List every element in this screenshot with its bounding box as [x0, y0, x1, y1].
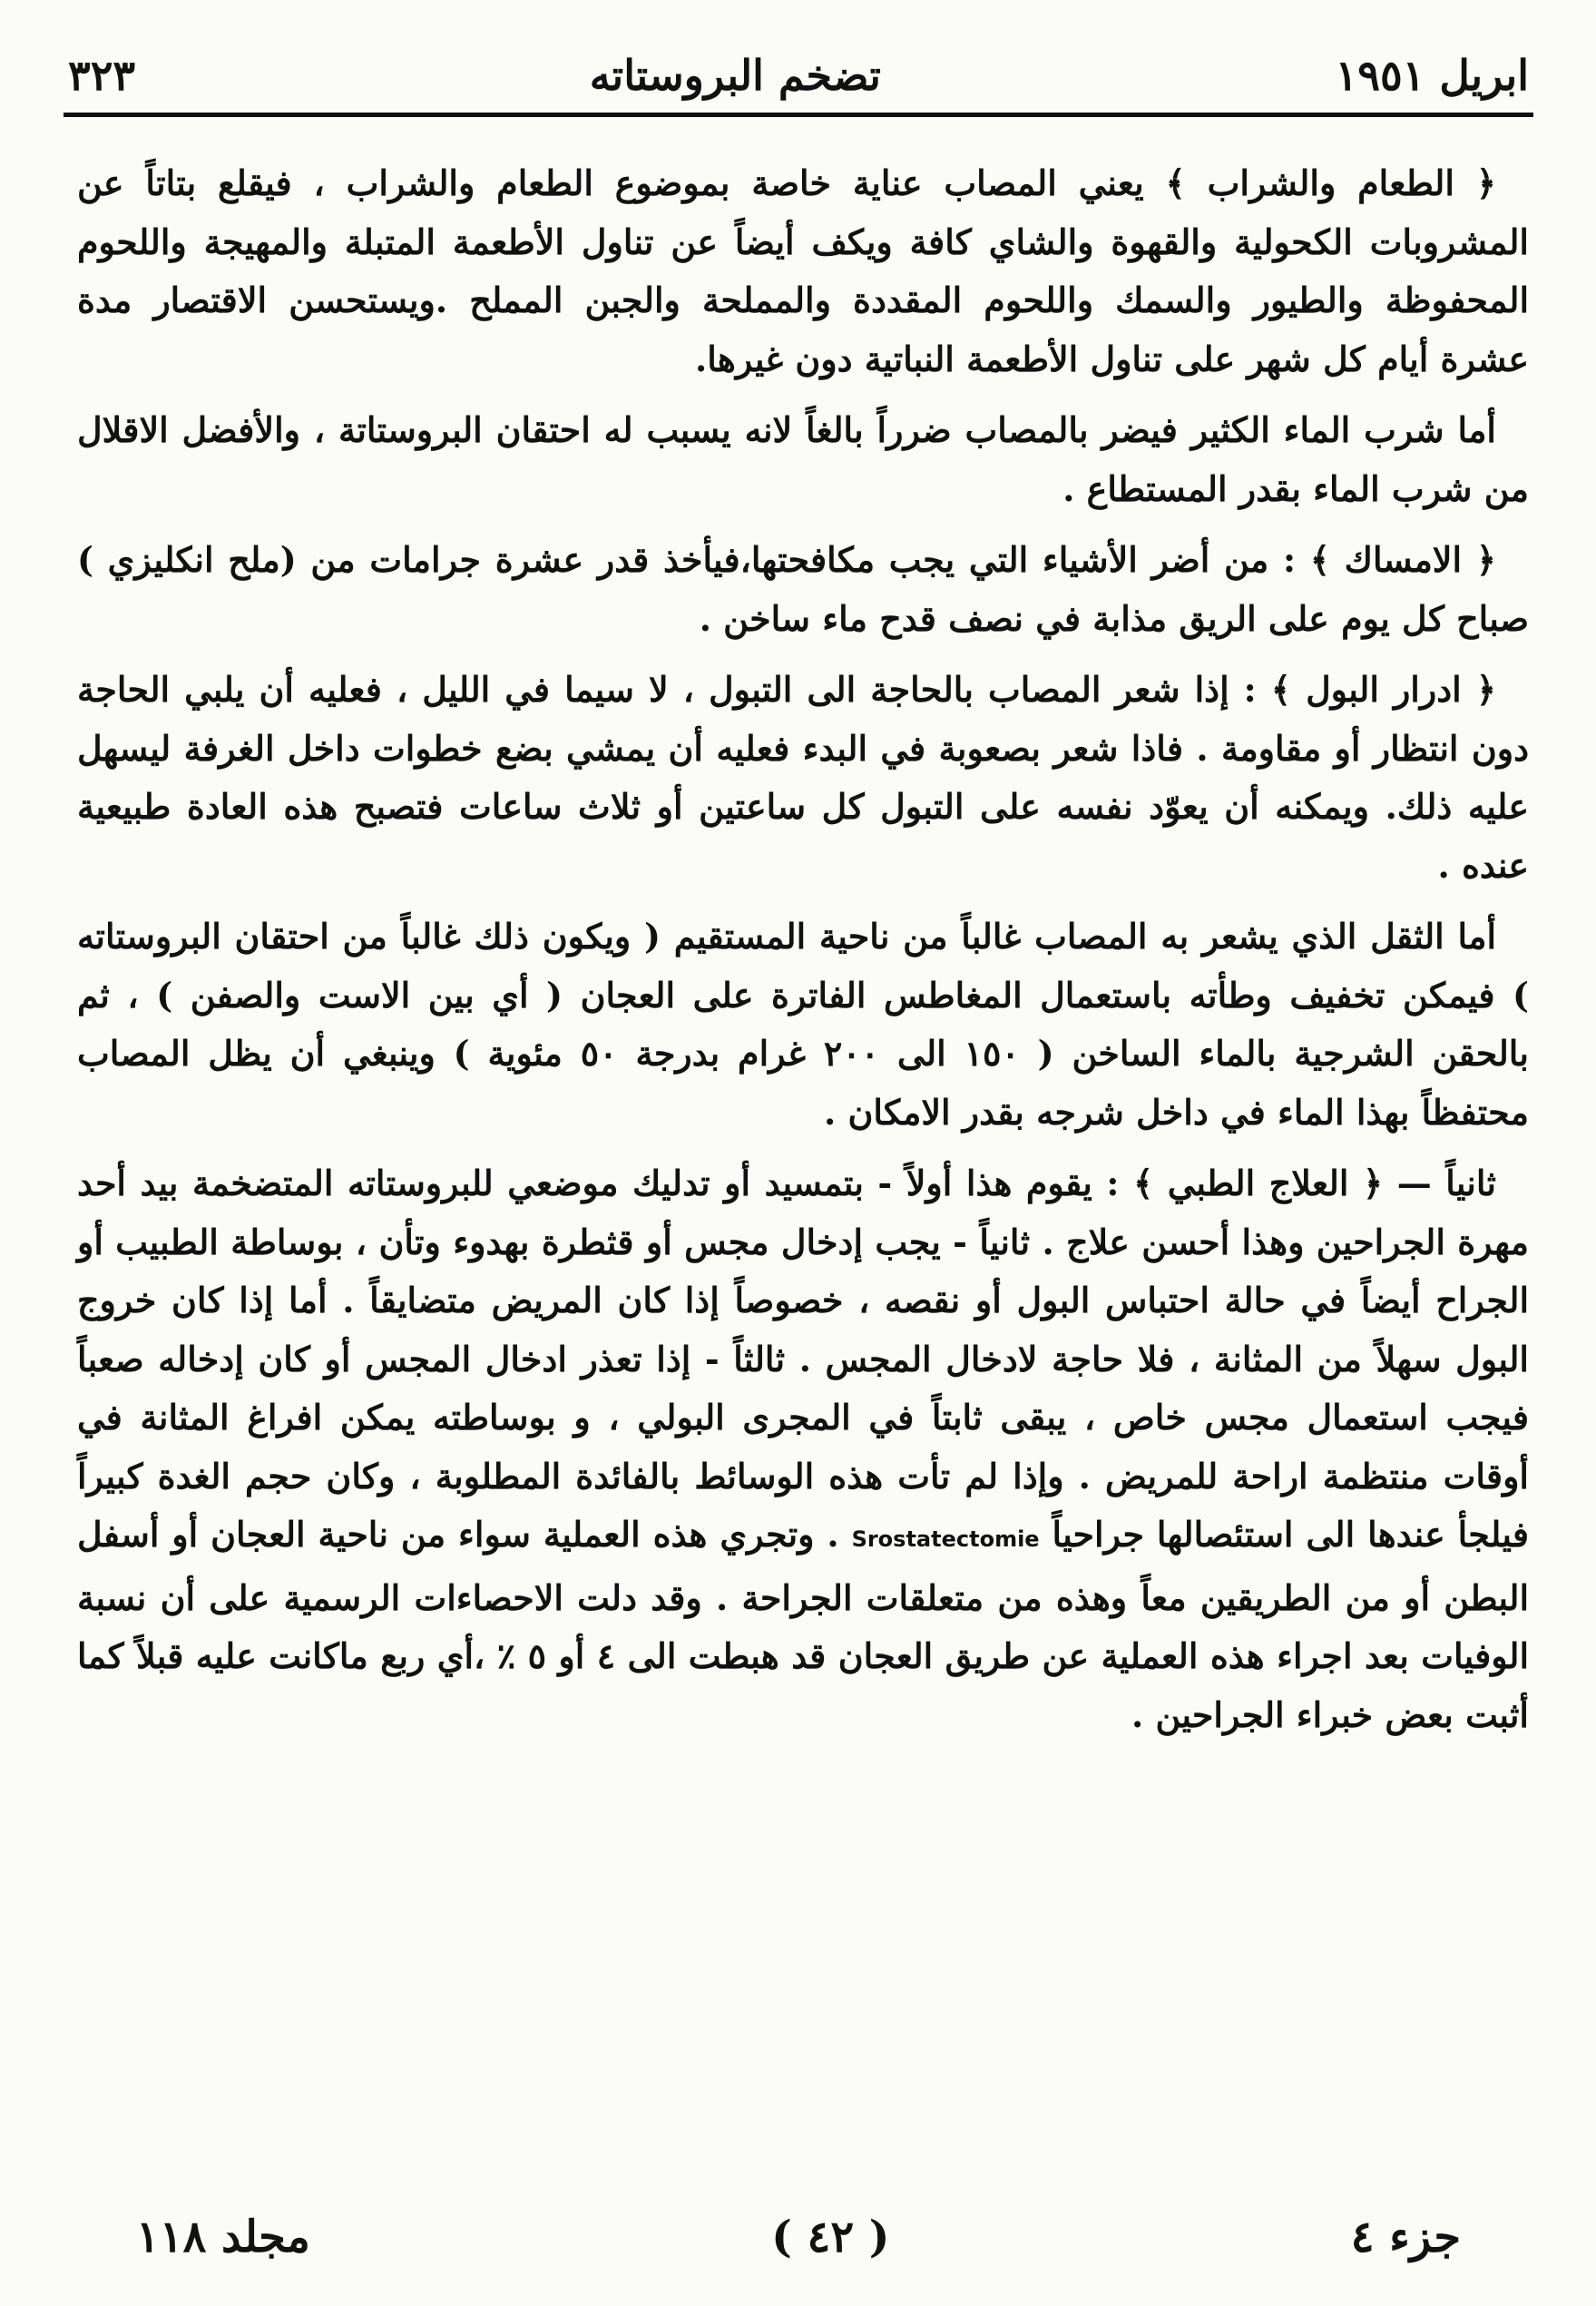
paragraph-water [77, 401, 1529, 518]
running-header [68, 44, 1529, 107]
paragraph-food [77, 154, 1529, 388]
paragraph-text: يعني المصاب عناية خاصة بموضوع الطعام والشراب ، فيقلع بتاتاً عن المشروبات الكحولية والقهوة والشاي كافة ويكف أيضاً عن تناول الأطعمة المتبلة والمهيجة واللحوم المحفوظة والطيور والسمك واللحوم المقددة والمملحة والجبن المملح .ويستحسن الاقتصار مدة عشرة أيام كل شهر على تناول الأطعمة النباتية دون غيرها. [77, 162, 1529, 379]
page-footer [136, 2205, 1461, 2269]
header-date: ابريل ١٩٥١ [1335, 51, 1529, 100]
section-keyword: ﴿ العلاج الطبي ﴾ [1133, 1163, 1383, 1203]
paragraph-text: : إذا شعر المصاب بالحاجة الى التبول ، لا سيما في الليل ، فعليه أن يلبي الحاجة دون انتظار أو مقاومة . فاذا شعر بصعوبة في البدء فعليه أن يمشي بضع خطوات داخل الغرفة ليسهل عليه ذلك. ويمكنه أن يعوّد نفسه على التبول كل ساعتين أو ثلاث ساعات فتصبح هذه العادة طبيعية عنده . [77, 669, 1529, 886]
footer-issue-number: ( ٤٢ ) [771, 2212, 890, 2262]
paragraph-urination [77, 661, 1529, 895]
header-rule [64, 113, 1533, 117]
paragraph-text: أما شرب الماء الكثير فيضر بالمصاب ضرراً بالغاً لانه يسبب له احتقان البروستاتة ، والأفضل الاقلال من شرب الماء بقدر المستطاع . [77, 409, 1529, 509]
latin-term: Srostatectomie [851, 1526, 1040, 1552]
header-title: تضخم البروستاته [589, 51, 881, 100]
footer-volume: مجلد ١١٨ [136, 2212, 310, 2262]
paragraph-text: : يقوم هذا أولاً - بتمسيد أو تدليك موضعي للبروستاته المتضخمة بيد أحد مهرة الجراحين وهذا أحسن علاج . ثانياً - يجب إدخال مجس أو قثطرة بهدوء وتأن ، بوساطة الطبيب أو الجراح أيضاً في حالة احتباس البول أو نقصه ، خصوصاً إذا كان المريض متضايقاً . أما إذا كان خروج البول سهلاً من المثانة ، فلا حاجة لادخال المجس . ثالثاً - إذا تعذر ادخال المجس أو كان إدخاله صعباً فيجب استعمال مجس خاص ، يبقى ثابتاً في المجرى البولي ، و بوساطته يمكن افراغ المثانة في أوقات منتظمة اراحة للمريض . وإذا لم تأت هذه الوسائط بالفائدة المطلوبة ، وكان حجم الغدة كبيراً فيلجأ عندها الى استئصالها جراحياً [77, 1163, 1529, 1555]
paragraph-prefix: ثانياً — [1383, 1163, 1497, 1203]
article-body [77, 154, 1529, 2133]
header-page-number: ٣٢٣ [68, 51, 136, 100]
paragraph-medical-treatment [77, 1154, 1529, 1744]
paragraph-text: : من أضر الأشياء التي يجب مكافحتها،فيأخذ قدر عشرة جرامات من (ملح انكليزي ) صباح كل يوم على الريق مذابة في نصف قدح ماء ساخن . [77, 539, 1529, 639]
paragraph-heaviness [77, 908, 1529, 1142]
section-keyword: ﴿ الامساك ﴾ [1310, 539, 1496, 580]
section-keyword: ﴿ الطعام والشراب ﴾ [1166, 162, 1496, 203]
paragraph-text-continued: . وتجري هذه العملية سواء من ناحية العجان أو أسفل البطن أو من الطريقين معاً وهذه من متعلقات الجراحة . وقد دلت الاحصاءات الرسمية على أن نسبة الوفيات بعد اجراء هذه العملية عن طريق العجان قد هبطت الى ٤ أو ٥ ٪ ،أي ربع ماكانت عليه قبلاً كما أثبت بعض خبراء الجراحين . [77, 1514, 1530, 1735]
paragraph-text: أما الثقل الذي يشعر به المصاب غالباً من ناحية المستقيم ( ويكون ذلك غالباً من احتقان البروستاته ) فيمكن تخفيف وطأته باستعمال المغاطس الفاترة على العجان ( أي بين الاست والصفن ) ، ثم بالحقن الشرجية بالماء الساخن ( ١٥٠ الى ٢٠٠ غرام بدرجة ٥٠ مئوية ) وينبغي أن يظل المصاب محتفظاً بهذا الماء في داخل شرجه بقدر الامكان . [77, 916, 1529, 1133]
footer-part: جزء ٤ [1350, 2212, 1461, 2262]
section-keyword: ﴿ ادرار البول ﴾ [1271, 669, 1496, 710]
paragraph-constipation [77, 531, 1529, 648]
